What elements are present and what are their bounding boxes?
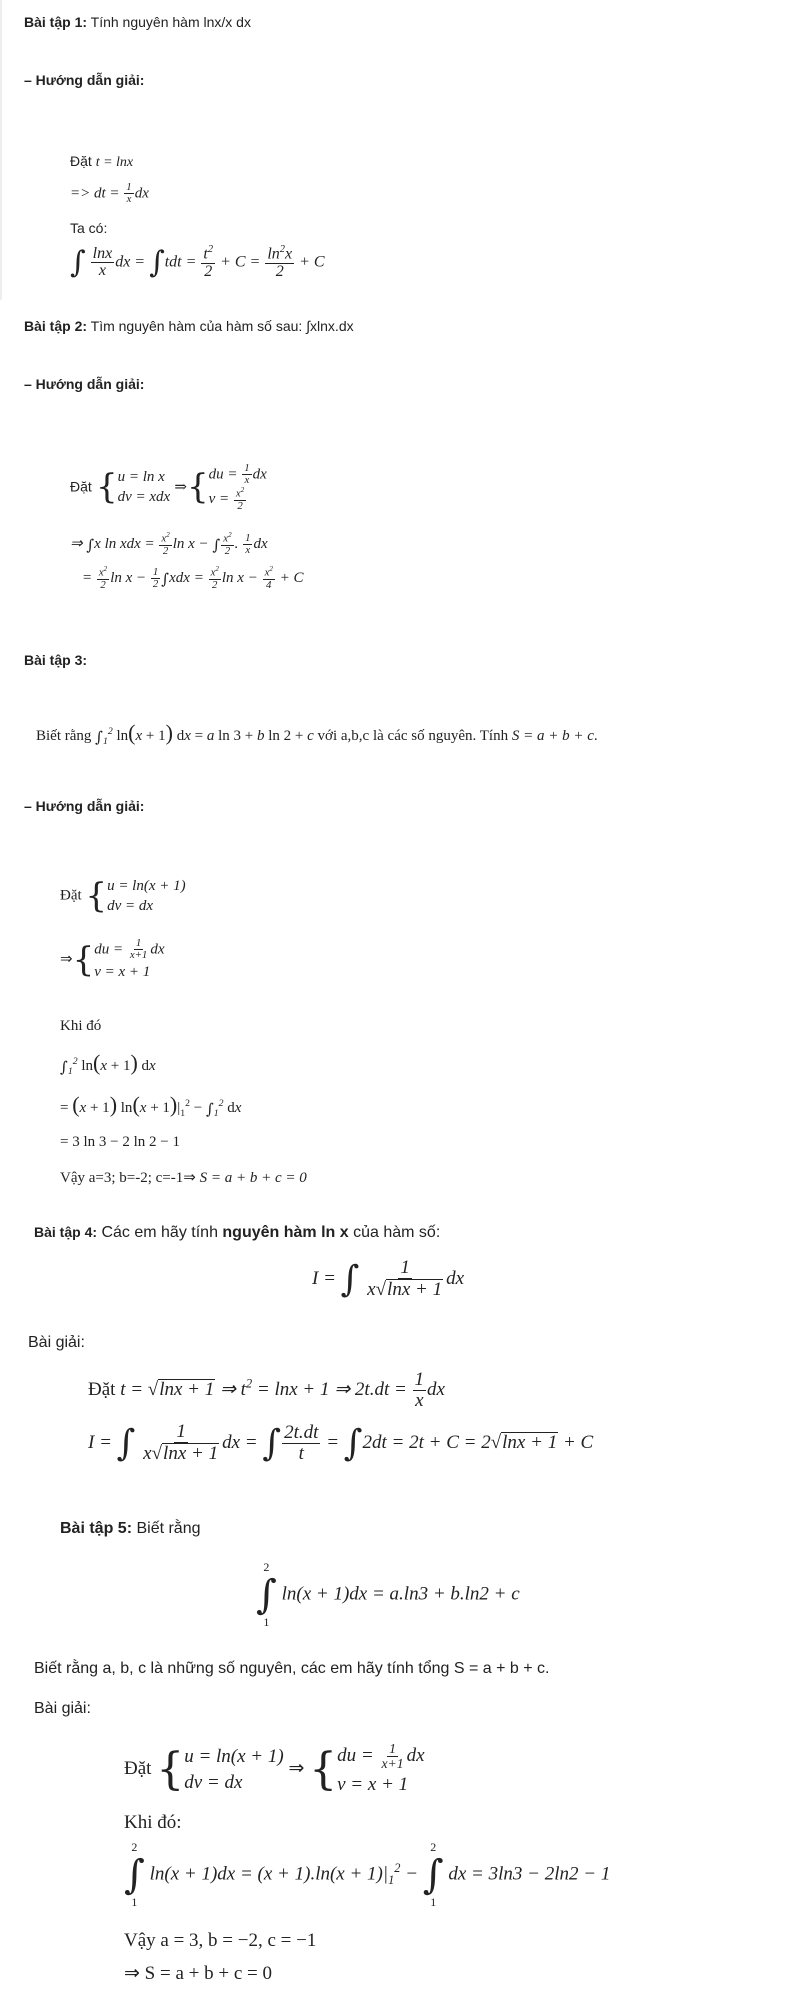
- substitution: t = lnx: [95, 155, 134, 170]
- exercise-4-function: I = ∫ $\frac{1}{x√\ln x + 1}$ dx: [312, 1257, 465, 1300]
- statement-middle: với a,b,c là các số nguyên. Tính: [317, 728, 509, 744]
- set-label: Đặt: [70, 153, 92, 169]
- exercise-2-guide-heading: – Hướng dẫn giải:: [24, 376, 145, 392]
- exercise-2-prompt: Tìm nguyên hàm của hàm số sau: ∫xlnx.dx: [87, 318, 354, 334]
- exercise-5-conclusion: Vậy a = 3, b = −2, c = −1: [124, 1930, 317, 1951]
- exercise-1-step-1: [70, 153, 133, 171]
- exercise-3-statement: Biết rằng $\int_1^2$ ln(x + 1) dx = a ln 3 + b ln 2 + c với a,b,c là các số nguyên. Tính S = a + b + c.: [36, 720, 598, 747]
- exercise-4-prompt-prefix: Các em hãy tính: [97, 1224, 223, 1241]
- exercise-4-substitution: Đặt t = √lnx + 1 ⇒ $t^2 = \ln x + 1$ ⇒ 2t.dt = $\frac{1}{x}$ dx: [88, 1369, 445, 1411]
- exercise-3-integral: $\int_1^2$ ln(x + 1) dx: [60, 1050, 156, 1077]
- exercise-3-then: Khi đó: [60, 1018, 102, 1034]
- exercise-5-then: Khi đó:: [124, 1812, 182, 1833]
- exercise-5-title: [60, 1520, 201, 1538]
- exercise-4-label: Bài tập 4:: [34, 1224, 98, 1240]
- exercise-3-conclusion: Vậy a=3; b=-2; c=-1⇒ S = a + b + c = 0: [60, 1170, 307, 1186]
- exercise-3-derivative: ⇒{ du = $\frac{1}{x+1}$ dx v = x + 1: [60, 937, 165, 980]
- left-rule: [0, 0, 2, 300]
- exercise-4-prompt-bold: nguyên hàm ln x: [222, 1224, 349, 1241]
- exercise-3-evaluated: = 3 ln 3 − 2 ln 2 − 1: [60, 1134, 180, 1150]
- exercise-5-solution-heading: Bài giải:: [34, 1700, 91, 1717]
- exercise-1-result-formula: ∫ $\frac{\ln x}{x}$ dx = ∫tdt = $\frac{t^2}{2}$ + C = $\frac{\ln^2x}{2}$ + C: [70, 244, 325, 281]
- exercise-5-integral: 2 ∫ 1 ln(x + 1)dx = a.ln3 + b.ln2 + c: [256, 1560, 520, 1629]
- exercise-5-prompt: Biết rằng: [132, 1520, 201, 1537]
- exercise-4-result: I = ∫ $\frac{1}{x√\ln x + 1}$ dx = ∫ $\frac{2t.dt}{t}$ = ∫2dt = 2t + C = 2√lnx + 1 + C: [88, 1421, 594, 1464]
- exercise-1-prompt: Tính nguyên hàm lnx/x dx: [87, 14, 251, 30]
- exercise-3-substitution: Đặt { u = ln(x + 1) dv = dx: [60, 876, 186, 917]
- exercise-5-final: ⇒ S = a + b + c = 0: [124, 1963, 272, 1984]
- exercise-5-substitution: Đặt { u = ln(x + 1) dv = dx ⇒ { du = $\frac{1}{x+1}$ dx v = x + 1: [124, 1741, 425, 1796]
- set-label: Đặt: [124, 1758, 152, 1780]
- exercise-1-step-2: => dt = $\frac{1}{x}$ dx: [70, 181, 149, 206]
- dx: dx: [134, 185, 149, 202]
- exercise-2-substitution: Đặt { u = ln x dv = xdx ⇒{ du = $\frac{1}{x}$ dx v = $\frac{x^2}{2}$: [70, 462, 267, 512]
- exercise-5-label: Bài tập 5:: [60, 1520, 133, 1537]
- exercise-5-statement: Biết rằng a, b, c là những số nguyên, các em hãy tính tổng S = a + b + c.: [34, 1660, 550, 1677]
- exercise-1-label: Bài tập 1:: [24, 14, 88, 30]
- statement-prefix: Biết rằng: [36, 728, 92, 744]
- set-label: Đặt: [60, 887, 82, 904]
- exercise-2-step-1: ⇒ ∫x ln xdx = $\frac{x^2}{2}$ ln x − ∫ $\frac{x^2}{2}$ . $\frac{1}{x}$ dx: [70, 531, 268, 557]
- differential: => dt =: [70, 185, 120, 202]
- exercise-2-step-2: = $\frac{x^2}{2}$ ln x − $\frac{1}{2}$ ∫xdx = $\frac{x^2}{2}$ ln x − $\frac{x^2}{4}$ + C: [82, 565, 304, 591]
- conclusion-prefix: Vậy a=3; b=-2; c=-1⇒: [60, 1170, 196, 1186]
- exercise-2-title: [24, 318, 354, 334]
- exercise-1-we-have: Ta có:: [70, 220, 108, 236]
- exercise-2-label: Bài tập 2:: [24, 318, 88, 334]
- set-label: Đặt: [88, 1378, 116, 1400]
- exercise-4-title: [34, 1224, 440, 1242]
- exercise-3-parts: = (x + 1) $\ln(x + 1)|_1^2 - \int_1^2$ dx: [60, 1092, 242, 1119]
- exercise-3-label: Bài tập 3:: [24, 652, 88, 668]
- exercise-4-solution-heading: Bài giải:: [28, 1334, 85, 1351]
- exercise-3-guide-heading: – Hướng dẫn giải:: [24, 798, 145, 814]
- exercise-1-guide-heading: – Hướng dẫn giải:: [24, 72, 145, 88]
- exercise-1-title: [24, 14, 251, 30]
- set-label: Đặt: [70, 478, 92, 495]
- exercise-4-prompt-suffix: của hàm số:: [348, 1224, 441, 1241]
- exercise-5-parts: 2 ∫ 1 $\ln(x + 1)dx = (x + 1).\ln(x + 1)|_1^2$ − 2 ∫ 1 dx = 3ln3 − 2ln2 − 1: [124, 1840, 611, 1909]
